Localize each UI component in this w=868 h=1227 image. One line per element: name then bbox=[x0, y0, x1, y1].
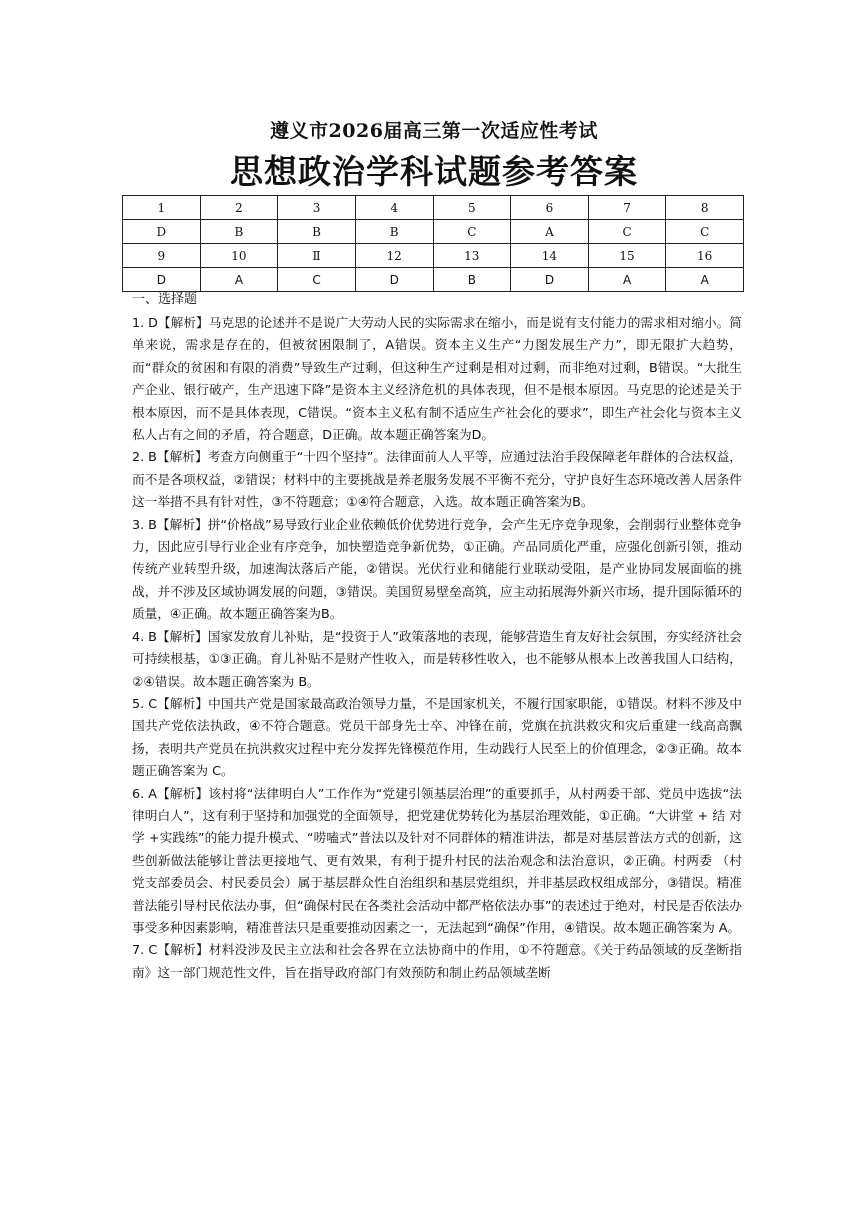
answer-cell: C bbox=[433, 220, 511, 244]
answer-cell: A bbox=[511, 220, 589, 244]
question-number-cell: 3 bbox=[278, 196, 356, 220]
question-number-cell: Ⅱ bbox=[278, 244, 356, 268]
answer-cell: A bbox=[666, 268, 744, 292]
question-number-cell: 14 bbox=[511, 244, 589, 268]
answer-table-row bbox=[123, 220, 744, 244]
question-number-cell: 10 bbox=[200, 244, 278, 268]
answer-cell: D bbox=[123, 220, 201, 244]
question-number-cell: 12 bbox=[355, 244, 433, 268]
question-number-cell: 9 bbox=[123, 244, 201, 268]
answer-cell: C bbox=[588, 220, 666, 244]
explanation-q7: 7. C【解析】材料没涉及民主立法和社会各界在立法协商中的作用，①不符题意。《关于药品领域的反垄断指南》这一部门规范性文件，旨在指导政府部门有效预防和制止药品领域垄断 bbox=[132, 942, 742, 980]
page-title: 思想政治学科试题参考答案 bbox=[230, 152, 638, 191]
answer-cell: D bbox=[355, 268, 433, 292]
question-number-cell: 4 bbox=[355, 196, 433, 220]
explanation-q2: 2. B【解析】考查方向侧重于“十四个坚持”。法律面前人人平等，应通过法治手段保障老年群体的合法权益，而不是各项权益，②错误；材料中的主要挑战是养老服务发展不平衡不充分，守护良好生态环境改善人居条件这一举措不具有针对性，③不符题意；①④符合题意，入选。故本题正确答案为B。 bbox=[132, 449, 742, 510]
answer-cell: B bbox=[433, 268, 511, 292]
explanation-q4: 4. B【解析】国家发放育儿补贴，是“投资于人”政策落地的表现，能够营造生育友好社会氛围，夯实经济社会可持续根基，①③正确。育儿补贴不是财产性收入，而是转移性收入，也不能够从根本上改善我国人口结构，②④错误。故本题正确答案为 B。 bbox=[132, 628, 742, 689]
question-number-cell: 7 bbox=[588, 196, 666, 220]
answer-table-row bbox=[123, 244, 744, 268]
answer-cell: D bbox=[511, 268, 589, 292]
answer-cell: C bbox=[666, 220, 744, 244]
answer-cell: D bbox=[123, 268, 201, 292]
question-number-cell: 8 bbox=[666, 196, 744, 220]
explanation-q6: 6. A【解析】该村将“法律明白人”工作作为“党建引领基层治理”的重要抓手，从村两委干部、党员中选拔“法律明白人”，这有利于坚持和加强党的全面领导，把党建优势转化为基层治理效能，①正确。“大讲堂 + 结 对 学 +实践练”的能力提升模式、“唠嗑式”普法以及针对不同群体的精准讲法，都是对基层普法方式的创新，这些创新做法能够让普法更接地气、更有效果，有利于提升村民的法治观念和法治意识，②正确。村两委 （村党支部委员会、村民委员会）属于基层群众性自治组织和基层党组织，并非基层政权组成部分，③错误。精准普法能引导村民依法办事，但“确保村民在各类社会活动中都严格依法办事”的表述过于绝对，村民是否依法办事受多种因素影响，精准普法只是重要推动因素之一，无法起到“确保”作用，④错误。故本题正确答案为 A。 bbox=[132, 785, 742, 935]
section-heading: 一、选择题 bbox=[132, 292, 198, 307]
question-number-cell: 5 bbox=[433, 196, 511, 220]
question-number-cell: 16 bbox=[666, 244, 744, 268]
question-number-cell: 1 bbox=[123, 196, 201, 220]
explanation-q3: 3. B【解析】拼“价格战”易导致行业企业依赖低价优势进行竞争，会产生无序竞争现象，会削弱行业整体竞争力，因此应引导行业企业有序竞争，加快塑造竞争新优势，①正确。产品同质化严重，应强化创新引领，推动传统产业转型升级，加速淘汰落后产能，②错误。光伏行业和储能行业联动受阻，是产业协同发展面临的挑战，并不涉及区域协调发展的问题，③错误。美国贸易壁垒高筑，应主动拓展海外新兴市场，提升国际循环的质量，④正确。故本题正确答案为B。 bbox=[132, 516, 742, 622]
answer-cell: C bbox=[278, 268, 356, 292]
question-number-cell: 2 bbox=[200, 196, 278, 220]
answer-cell: A bbox=[200, 268, 278, 292]
answer-cell: B bbox=[355, 220, 433, 244]
question-number-cell: 6 bbox=[511, 196, 589, 220]
answer-table bbox=[122, 195, 744, 292]
explanation-q5: 5. C【解析】中国共产党是国家最高政治领导力量，不是国家机关，不履行国家职能，①错误。材料不涉及中国共产党依法执政，④不符合题意。党员干部身先士卒、冲锋在前，党旗在抗洪救灾和灾后重建一线高高飘扬，表明共产党员在抗洪救灾过程中充分发挥先锋模范作用，生动践行人民至上的价值理念，②③正确。故本题正确答案为 C。 bbox=[132, 695, 742, 779]
answer-table-row bbox=[123, 268, 744, 292]
answer-cell: A bbox=[588, 268, 666, 292]
question-number-cell: 13 bbox=[433, 244, 511, 268]
explanations-body bbox=[132, 290, 742, 984]
question-number-cell: 15 bbox=[588, 244, 666, 268]
explanation-q1: 1. D【解析】马克思的论述并不是说广大劳动人民的实际需求在缩小，而是说有支付能力的需求相对缩小。简单来说，需求是存在的，但被贫困限制了，A错误。资本主义生产“力图发展生产力”，即无限扩大趋势，而“群众的贫困和有限的消费”导致生产过剩，但这种生产过剩是相对过剩，而非绝对过剩，B错误。“大批生产企业、银行破产，生产迅速下降”是资本主义经济危机的具体表现，但不是根本原因。马克思的论述是关于根本原因，而不是具体表现，C错误。“资本主义私有制不适应生产社会化的要求”，即生产社会化与资本主义私人占有之间的矛盾，符合题意，D正确。故本题正确答案为D。 bbox=[132, 315, 742, 443]
answer-cell: B bbox=[200, 220, 278, 244]
exam-subtitle: 遵义市2026届高三第一次适应性考试 bbox=[270, 120, 598, 142]
answer-cell: B bbox=[278, 220, 356, 244]
answer-table-row bbox=[123, 196, 744, 220]
